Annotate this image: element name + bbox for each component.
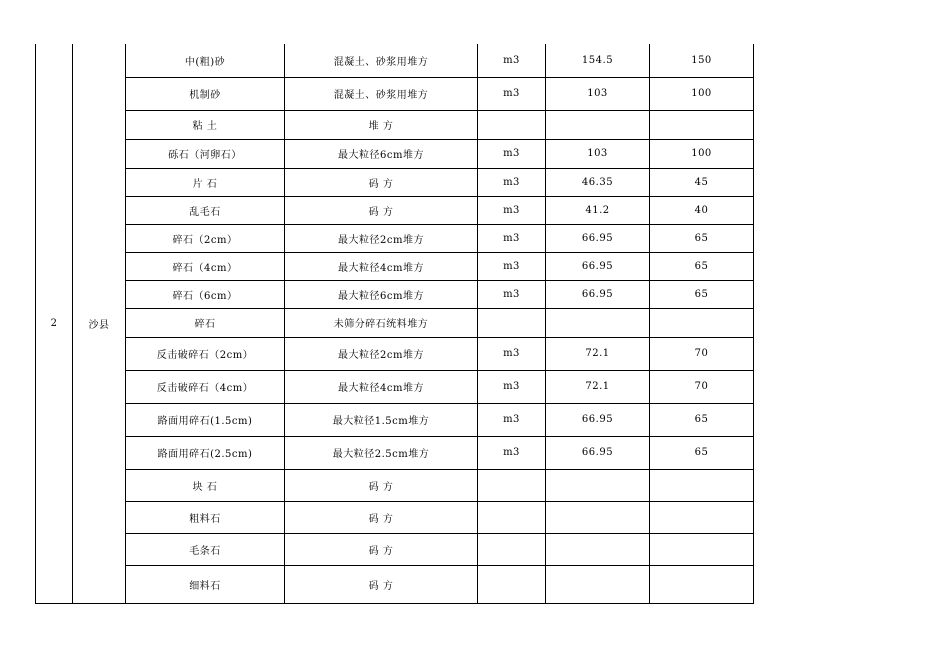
price-cell: 66.95: [546, 403, 650, 436]
material-name-cell: 砾石（河卵石）: [126, 139, 285, 168]
material-name-cell: 碎石（6cm）: [126, 280, 285, 308]
unit-cell: m3: [478, 370, 546, 403]
unit-cell: [478, 565, 546, 603]
table-row: [36, 308, 754, 337]
material-name-cell: 碎石（4cm）: [126, 252, 285, 280]
price-cell: [650, 501, 754, 533]
price-cell: 40: [650, 196, 754, 224]
price-cell: 66.95: [546, 436, 650, 469]
material-name-cell: 碎石: [126, 308, 285, 337]
spec-cell: 最大粒径1.5cm堆方: [285, 403, 478, 436]
spec-cell: 最大粒径6cm堆方: [285, 139, 478, 168]
material-name-cell: 路面用碎石(1.5cm): [126, 403, 285, 436]
table-row: [36, 370, 754, 403]
price-cell: 41.2: [546, 196, 650, 224]
table-row: [36, 224, 754, 252]
price-cell: 70: [650, 337, 754, 370]
material-price-table: [35, 44, 754, 604]
material-name-cell: 粘 土: [126, 110, 285, 139]
price-cell: [546, 469, 650, 501]
table-row: [36, 337, 754, 370]
price-cell: 72.1: [546, 337, 650, 370]
unit-cell: m3: [478, 139, 546, 168]
spec-cell: 码 方: [285, 168, 478, 196]
price-cell: 70: [650, 370, 754, 403]
price-cell: 65: [650, 280, 754, 308]
price-cell: [650, 110, 754, 139]
unit-cell: m3: [478, 196, 546, 224]
spec-cell: 最大粒径4cm堆方: [285, 252, 478, 280]
spec-cell: 混凝土、砂浆用堆方: [285, 44, 478, 77]
unit-cell: [478, 110, 546, 139]
price-cell: [546, 110, 650, 139]
group-index-cell: 2: [36, 44, 73, 603]
unit-cell: m3: [478, 168, 546, 196]
spec-cell: 最大粒径2cm堆方: [285, 337, 478, 370]
unit-cell: m3: [478, 252, 546, 280]
spec-cell: 码 方: [285, 196, 478, 224]
table-row: [36, 168, 754, 196]
unit-cell: m3: [478, 224, 546, 252]
table-row: [36, 77, 754, 110]
unit-cell: [478, 469, 546, 501]
material-name-cell: 机制砂: [126, 77, 285, 110]
price-cell: [650, 469, 754, 501]
spec-cell: 堆 方: [285, 110, 478, 139]
price-cell: [650, 565, 754, 603]
spec-cell: 码 方: [285, 501, 478, 533]
price-cell: 65: [650, 252, 754, 280]
material-name-cell: 反击破碎石（4cm）: [126, 370, 285, 403]
table-row: [36, 252, 754, 280]
unit-cell: m3: [478, 436, 546, 469]
price-cell: 66.95: [546, 224, 650, 252]
unit-cell: m3: [478, 403, 546, 436]
spec-cell: 混凝土、砂浆用堆方: [285, 77, 478, 110]
table-row: [36, 110, 754, 139]
unit-cell: [478, 533, 546, 565]
unit-cell: m3: [478, 280, 546, 308]
table-row: [36, 469, 754, 501]
price-cell: 66.95: [546, 252, 650, 280]
unit-cell: m3: [478, 337, 546, 370]
unit-cell: m3: [478, 77, 546, 110]
price-cell: 66.95: [546, 280, 650, 308]
unit-cell: [478, 501, 546, 533]
unit-cell: m3: [478, 44, 546, 77]
price-cell: [650, 533, 754, 565]
material-name-cell: 粗料石: [126, 501, 285, 533]
unit-cell: [478, 308, 546, 337]
table-row: [36, 280, 754, 308]
table-row: [36, 44, 754, 77]
price-cell: 103: [546, 139, 650, 168]
spec-cell: 未筛分碎石统料堆方: [285, 308, 478, 337]
price-cell: 45: [650, 168, 754, 196]
table-row: [36, 139, 754, 168]
material-price-sheet: [35, 44, 753, 600]
price-cell: 103: [546, 77, 650, 110]
price-cell: 100: [650, 77, 754, 110]
material-name-cell: 块 石: [126, 469, 285, 501]
price-cell: [546, 308, 650, 337]
spec-cell: 最大粒径6cm堆方: [285, 280, 478, 308]
material-name-cell: 中(粗)砂: [126, 44, 285, 77]
price-cell: [546, 501, 650, 533]
price-cell: 65: [650, 403, 754, 436]
price-cell: 154.5: [546, 44, 650, 77]
price-cell: 65: [650, 224, 754, 252]
spec-cell: 最大粒径4cm堆方: [285, 370, 478, 403]
table-row: [36, 403, 754, 436]
spec-cell: 码 方: [285, 469, 478, 501]
table-row: [36, 533, 754, 565]
spec-cell: 最大粒径2cm堆方: [285, 224, 478, 252]
price-cell: 65: [650, 436, 754, 469]
price-cell: [546, 533, 650, 565]
price-cell: 100: [650, 139, 754, 168]
price-cell: 72.1: [546, 370, 650, 403]
material-name-cell: 碎石（2cm）: [126, 224, 285, 252]
county-cell: 沙县: [73, 44, 126, 603]
spec-cell: 码 方: [285, 533, 478, 565]
table-row: [36, 196, 754, 224]
table-row: [36, 565, 754, 603]
price-cell: [650, 308, 754, 337]
material-name-cell: 细料石: [126, 565, 285, 603]
table-row: [36, 436, 754, 469]
material-name-cell: 乱毛石: [126, 196, 285, 224]
material-name-cell: 毛条石: [126, 533, 285, 565]
table-row: [36, 501, 754, 533]
price-cell: 46.35: [546, 168, 650, 196]
material-name-cell: 路面用碎石(2.5cm): [126, 436, 285, 469]
price-cell: [546, 565, 650, 603]
price-cell: 150: [650, 44, 754, 77]
material-name-cell: 片 石: [126, 168, 285, 196]
material-name-cell: 反击破碎石（2cm）: [126, 337, 285, 370]
spec-cell: 最大粒径2.5cm堆方: [285, 436, 478, 469]
spec-cell: 码 方: [285, 565, 478, 603]
